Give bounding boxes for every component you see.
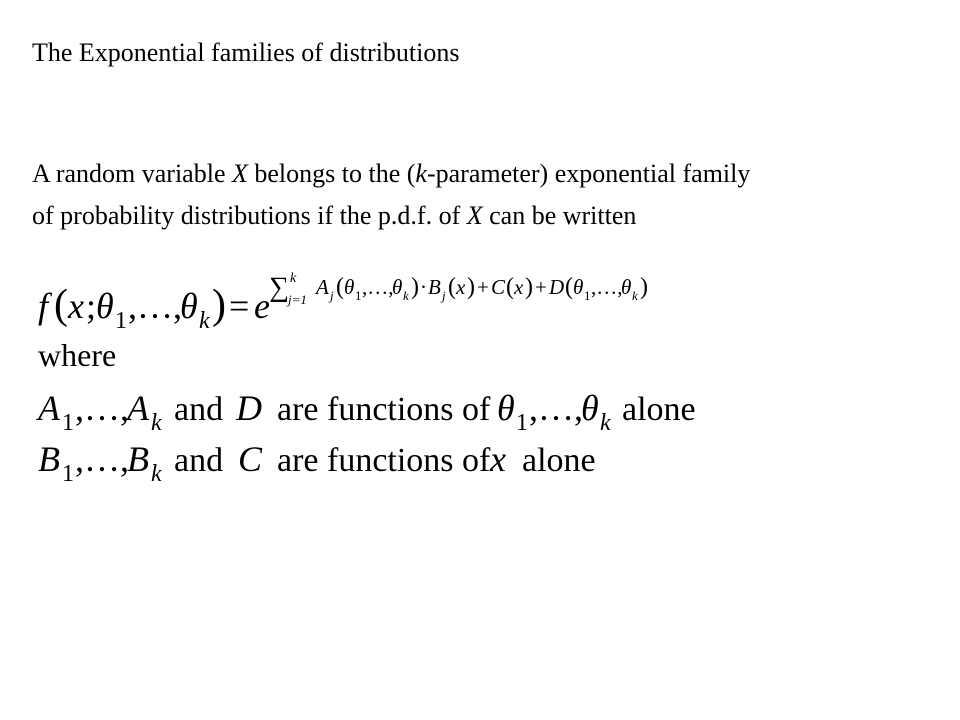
variable-X: X — [232, 159, 248, 188]
paren-close: ) — [212, 282, 226, 328]
subscript-1: 1 — [62, 410, 74, 436]
plus-sign: + — [535, 275, 547, 299]
text: -parameter) exponential family — [426, 159, 751, 188]
are-functions-of-text: are functions of — [277, 442, 491, 479]
subscript-k: k — [632, 288, 638, 303]
paren-open: ( — [336, 274, 344, 300]
theta-symbol: θ — [392, 275, 403, 299]
subscript-1: 1 — [584, 288, 591, 303]
equation-block — [32, 268, 752, 488]
line-A-and-D — [36, 388, 696, 436]
equals-sign: = — [229, 286, 250, 326]
subscript-1: 1 — [62, 461, 74, 487]
text: A random variable — [32, 159, 232, 188]
variable-k: k — [415, 159, 427, 188]
sum-lower-limit: j=1 — [288, 292, 307, 307]
dot-operator: · — [420, 275, 427, 299]
sum-symbol: ∑ — [269, 272, 289, 303]
pdf-formula — [38, 271, 648, 334]
theta-symbol: θ — [621, 275, 632, 299]
D-symbol: D — [236, 388, 262, 428]
paren-close: ) — [411, 274, 419, 300]
theta-symbol: θ — [581, 388, 599, 428]
B-symbol: B — [428, 275, 441, 299]
alone-word: alone — [522, 442, 596, 479]
theta-symbol: θ — [96, 286, 114, 326]
separator: ,…, — [529, 388, 583, 428]
subscript-1: 1 — [355, 288, 362, 303]
paren-close: ) — [525, 274, 533, 300]
alone-word: alone — [622, 391, 696, 428]
C-symbol: C — [491, 275, 506, 299]
paren-open: ( — [506, 274, 514, 300]
text: of probability distributions if the p.d.f. of — [32, 201, 467, 230]
D-symbol: D — [549, 275, 565, 299]
f-symbol: f — [38, 286, 49, 326]
subscript-k: k — [151, 410, 162, 436]
A-symbol: A — [316, 275, 329, 299]
separator: ,…, — [75, 388, 129, 428]
subscript-1: 1 — [115, 308, 127, 334]
sum-upper-limit: k — [290, 271, 297, 286]
paragraph-line-1 — [32, 153, 932, 195]
paren-open: ( — [565, 274, 573, 300]
subscript-j: j — [442, 288, 446, 303]
definition-paragraph — [32, 153, 932, 237]
slide-title: The Exponential families of distributions — [32, 38, 460, 67]
separator: ,…, — [591, 275, 623, 299]
x-symbol: x — [456, 275, 466, 299]
paren-close: ) — [640, 274, 648, 300]
x-symbol: x — [68, 286, 84, 326]
theta-symbol: θ — [497, 388, 515, 428]
paren-close: ) — [467, 274, 475, 300]
plus-sign: + — [477, 275, 489, 299]
paren-open: ( — [54, 282, 68, 328]
exponent — [269, 271, 648, 307]
and-word: and — [174, 442, 224, 479]
x-symbol: x — [514, 275, 524, 299]
text: belongs to the ( — [247, 159, 416, 188]
and-word: and — [174, 391, 224, 428]
A-symbol: A — [127, 388, 149, 428]
are-functions-of-text: are functions of — [277, 391, 491, 428]
variable-X: X — [466, 201, 483, 230]
subscript-k: k — [600, 410, 611, 436]
subscript-1: 1 — [516, 410, 528, 436]
paragraph-line-2 — [32, 195, 932, 237]
e-symbol: e — [254, 286, 270, 326]
subscript-j: j — [330, 288, 334, 303]
x-symbol: x — [490, 439, 506, 479]
B-symbol: B — [127, 439, 149, 479]
B-symbol: B — [38, 439, 60, 479]
semicolon: ; — [86, 286, 97, 326]
separator: ,…, — [75, 439, 129, 479]
theta-symbol: θ — [180, 286, 198, 326]
subscript-k: k — [199, 308, 210, 334]
where-label: where — [38, 337, 117, 373]
theta-symbol: θ — [344, 275, 355, 299]
A-symbol: A — [38, 388, 60, 428]
text: can be written — [482, 201, 637, 230]
theta-symbol: θ — [573, 275, 584, 299]
subscript-k: k — [151, 461, 162, 487]
C-symbol: C — [238, 439, 263, 479]
separator: ,…, — [128, 286, 182, 326]
paren-open: ( — [448, 274, 456, 300]
separator: ,…, — [362, 275, 394, 299]
subscript-k: k — [403, 288, 409, 303]
line-B-and-C — [38, 439, 596, 487]
